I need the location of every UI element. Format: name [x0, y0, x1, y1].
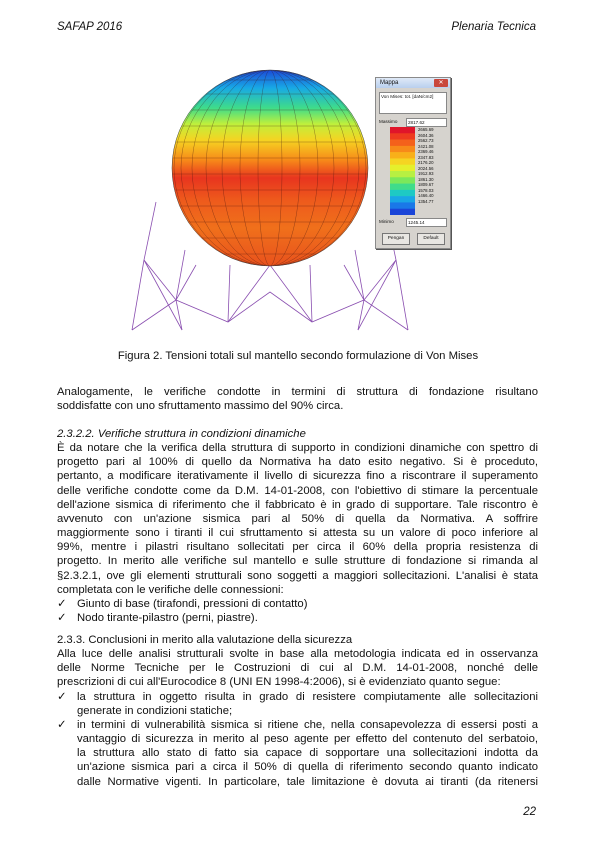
- legend-description: Von Mises: tot. [daN/cm2]: [379, 92, 447, 114]
- scale-value: 1354.77: [418, 198, 434, 204]
- check-icon: ✓: [57, 718, 67, 731]
- scale-value: 1578.03: [418, 187, 434, 193]
- close-icon[interactable]: ✕: [434, 79, 448, 87]
- scale-value: 1912.93: [418, 171, 434, 176]
- scale-value: 1466.40: [418, 193, 434, 198]
- text-line: È da notare che la verifica della struttura di supporto in condizioni dinamiche con spettro di: [57, 442, 538, 455]
- scale-value: 2347.83: [418, 154, 434, 160]
- check-icon: ✓: [57, 612, 67, 625]
- text-line: maggiormente sono i tiranti il cui sfruttamento si attesta su un valore di poco inferiore al: [57, 527, 538, 540]
- scale-swatch: [390, 127, 415, 134]
- list-item: [57, 718, 538, 789]
- scale-value: 2604.36: [418, 132, 434, 138]
- text-line: pertanto, a modificare iterativamente il livello di sicurezza fino a riscontrare il superamento: [57, 470, 538, 483]
- text-line: delle Norme Tecniche per le Costruzioni di cui al D.M. 14-01-2008, nonché delle: [57, 662, 538, 675]
- section-title: 2.3.3. Conclusioni in merito alla valutazione della sicurezza: [57, 634, 353, 646]
- default-button[interactable]: Default: [417, 233, 445, 245]
- scale-value: 2176.20: [418, 160, 434, 165]
- header-left: SAFAP 2016: [57, 21, 123, 33]
- page-number: 22: [523, 806, 536, 818]
- text-line: un'azione sismica pari a circa il 50% di quella di riferimento secondo quanto indicato: [77, 761, 538, 774]
- section-verifiche-dinamiche: [57, 427, 538, 625]
- scale-value: 2665.69: [418, 127, 434, 132]
- list-item: [57, 597, 538, 611]
- scale-swatch: [390, 140, 415, 147]
- scale-swatch: [390, 171, 415, 178]
- scale-swatch: [390, 196, 415, 203]
- header-right: Plenaria Tecnica: [451, 21, 536, 33]
- scale-swatch: [390, 133, 415, 140]
- scale-swatch: [390, 202, 415, 209]
- scale-swatch: [390, 152, 415, 159]
- paragraph-1: [57, 385, 538, 413]
- scale-swatch: [390, 209, 415, 215]
- min-value-field[interactable]: 1245.14: [406, 218, 447, 227]
- min-label: Minimo: [379, 219, 394, 224]
- scale-swatch: [390, 190, 415, 197]
- text-line: delle verifiche condotte come da D.M. 14-01-2008, con l'obiettivo di stimare la percentuale: [57, 484, 538, 497]
- scale-swatch: [390, 177, 415, 184]
- text-line: soddisfatte con uno sfruttamento massimo del 90% circa.: [57, 400, 344, 413]
- scale-value: 2369.46: [418, 149, 434, 154]
- text-line: §2.3.2.1, ove gli elementi strutturali sono soggetti a maggiori sollecitazioni. L'analisi è stata: [57, 569, 538, 582]
- text-line: la struttura allo stato di fatto sia capace di sopportare una sollecitazioni indotta da: [77, 747, 538, 760]
- text-line: vantaggio di sicurezza in merito al peso agente per effetto del contenuto del serbatoio,: [77, 733, 538, 746]
- scale-swatch: [390, 184, 415, 191]
- scale-value: 2421.08: [418, 143, 434, 149]
- text-line: progetto. In merito alle verifiche sul mantello e sulle strutture di fondazione si rimanda al: [57, 555, 538, 568]
- scale-swatch: [390, 146, 415, 153]
- text-line: 99%, mentre i pilastri risultano sollecitati per circa il 60% della propria resistenza di: [57, 541, 538, 554]
- text-line: la struttura in oggetto risulta in grado di resistere compiutamente alle sollecitazioni: [77, 690, 538, 703]
- text-line: avvenuto con un'azione sismica pari al 50% di quella da Normativa. A soffrire: [57, 512, 538, 525]
- scale-values: [418, 127, 434, 204]
- list-item-text: Nodo tirante-pilastro (perni, piastre).: [77, 612, 258, 625]
- legend-title: Mappa: [380, 80, 399, 86]
- text-line: completata con le verifiche delle connessioni:: [57, 583, 284, 596]
- max-label: Massimo: [379, 119, 398, 124]
- legend-window: [375, 77, 451, 249]
- section-body: [57, 441, 538, 597]
- scale-swatch: [390, 165, 415, 172]
- text-line: in termini di vulnerabilità sismica si ritiene che, nella consapevolezza di essersi posti a: [77, 718, 538, 731]
- text-line: progetto pari al 100% di quello da Normativa ha dato esito negativo. Si è proceduto,: [57, 456, 538, 469]
- scale-value: 1809.67: [418, 182, 434, 187]
- list-item-text: Giunto di base (tirafondi, pressioni di contatto): [77, 597, 308, 610]
- check-icon: ✓: [57, 690, 67, 703]
- figure-caption: Figura 2. Tensioni totali sul mantello secondo formulazione di Von Mises: [117, 350, 479, 362]
- scale-value: 1861.30: [418, 176, 434, 182]
- legend-titlebar: [376, 78, 450, 88]
- list-item: [57, 611, 538, 625]
- text-line: Analogamente, le verifiche condotte in termini di struttura di fondazione risultano: [57, 386, 538, 398]
- section-body: [57, 647, 538, 689]
- text-line: Alla luce delle analisi strutturali svolte in base alla metodologia indicata ed in osservanza: [57, 648, 538, 661]
- text-line: generate in condizioni statiche;: [77, 704, 233, 717]
- text-line: dell'azione sismica di riferimento che il fabbricato è in grado di supportare. Tale riscontro è: [57, 498, 538, 511]
- list-item: [57, 690, 538, 718]
- check-icon: ✓: [57, 597, 67, 610]
- scale-swatch: [390, 158, 415, 165]
- text-line: dalle Normative vigenti. In particolare, tale limitazione è dovuta ai tiranti (da ritenersi: [77, 775, 538, 788]
- scale-value: 2024.56: [418, 165, 434, 171]
- color-scale: [390, 127, 415, 215]
- max-value-field[interactable]: 2817.62: [406, 118, 447, 127]
- section-conclusioni: [57, 633, 538, 789]
- apply-button[interactable]: Pengan: [382, 233, 410, 245]
- text-line: prescrizioni di cui all'Eurocodice 8 (UNI EN 1998-4:2006), si è evidenziato quanto segue:: [57, 676, 501, 689]
- section-title: 2.3.2.2. Verifiche struttura in condizioni dinamiche: [57, 428, 306, 440]
- scale-value: 2562.73: [418, 138, 434, 143]
